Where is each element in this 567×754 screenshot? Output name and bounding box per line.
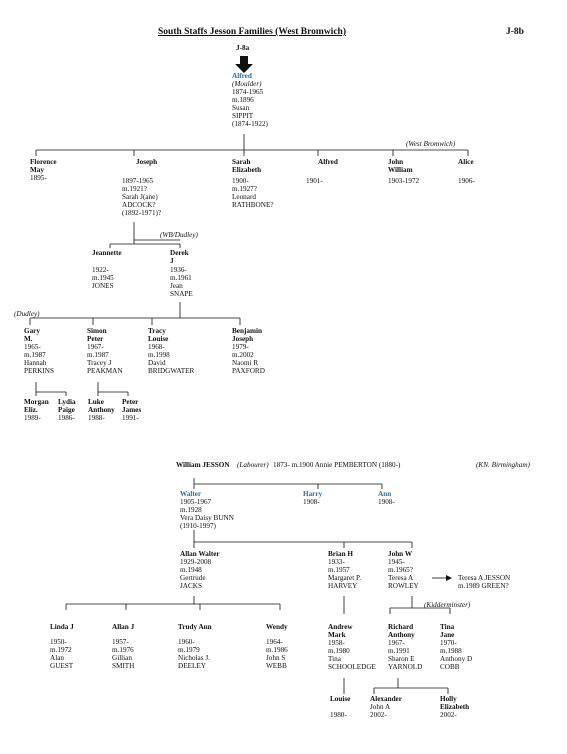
person-line: Peter bbox=[122, 398, 139, 406]
person-line: Naomi R bbox=[232, 359, 259, 367]
person-line: WEBB bbox=[266, 662, 287, 670]
person-line: RATHBONE? bbox=[232, 201, 274, 209]
person-line: Nicholas J. bbox=[178, 654, 210, 662]
person-line: 1895- bbox=[30, 174, 47, 182]
person-line: m.1988 bbox=[440, 647, 462, 655]
person-line: Teresa A bbox=[388, 574, 414, 582]
person-line: 1903-1972 bbox=[388, 177, 420, 185]
person-line: Tina bbox=[328, 655, 341, 663]
person-line: PEAKMAN bbox=[87, 367, 123, 375]
person-line: Luke bbox=[88, 398, 104, 406]
person-line: Wendy bbox=[266, 623, 288, 631]
person-line: William bbox=[388, 166, 413, 174]
person-line: (1910-1997) bbox=[180, 522, 216, 530]
person-line: Tina bbox=[440, 623, 455, 631]
person-line: Lydia bbox=[58, 398, 76, 406]
person-line: Louise bbox=[330, 695, 351, 703]
person-line: Jane bbox=[440, 631, 455, 639]
location-note: (WB/Dudley) bbox=[160, 231, 198, 239]
person-line: Jean bbox=[170, 282, 183, 290]
person-line: COBB bbox=[440, 663, 460, 671]
person-line: Sarah J(ane) bbox=[122, 193, 158, 201]
person-line: Paige bbox=[58, 406, 75, 414]
person-line: Eliz. bbox=[24, 406, 38, 414]
person-line: 1979- bbox=[232, 343, 249, 351]
person-line: SMITH bbox=[112, 662, 135, 670]
person-line: 1991- bbox=[122, 414, 139, 422]
person-line: 1908- bbox=[303, 498, 320, 506]
person-line: Louise bbox=[148, 335, 169, 343]
person-line: m.1965? bbox=[388, 566, 413, 574]
person-line: DEELEY bbox=[178, 662, 206, 670]
person-line: Morgan bbox=[24, 398, 49, 406]
down-arrow-icon bbox=[235, 56, 253, 73]
person-line: Trudy Ann bbox=[178, 623, 212, 631]
person-line: M. bbox=[24, 335, 33, 343]
person-line: 1968- bbox=[148, 343, 165, 351]
page-code: J-8b bbox=[506, 27, 524, 37]
person-line: Hannah bbox=[24, 359, 47, 367]
person-line: Peter bbox=[87, 335, 104, 343]
person-line: Anthony D bbox=[440, 655, 473, 663]
person-line: SCHOOLEDGE bbox=[328, 663, 376, 671]
person-line: 1980- bbox=[330, 711, 347, 719]
person-line: PAXFORD bbox=[232, 367, 265, 375]
spouse-surname: SIPPIT bbox=[232, 112, 254, 120]
person-marriage: m.1896 bbox=[232, 96, 254, 104]
person-line: 1967- bbox=[388, 639, 405, 647]
person-line: Florence bbox=[30, 158, 57, 166]
person-name: William JESSON bbox=[176, 461, 230, 469]
person-name: Jeannette bbox=[92, 249, 122, 257]
person-line: Anthony bbox=[388, 631, 415, 639]
person-occupation: (Moulder) bbox=[232, 80, 262, 88]
note-line: m.1989 GREEN? bbox=[458, 582, 509, 590]
person-line: 1933- bbox=[328, 558, 345, 566]
spouse-dates: (1874-1922) bbox=[232, 120, 268, 128]
location-note: (Dudley) bbox=[14, 310, 40, 318]
person-line: 1936- bbox=[170, 266, 187, 274]
person-line: JONES bbox=[92, 282, 114, 290]
person-line: m.1921? bbox=[122, 185, 147, 193]
person-name: Walter bbox=[180, 490, 202, 498]
person-line: 1986- bbox=[58, 414, 75, 422]
location-note: (West Bromwich) bbox=[406, 140, 456, 148]
person-line: 1908- bbox=[378, 498, 395, 506]
person-line: 1989- bbox=[24, 414, 41, 422]
person-name: Harry bbox=[303, 490, 323, 498]
person-line: m.1998 bbox=[148, 351, 170, 359]
person-line: 1905-1967 bbox=[180, 498, 212, 506]
person-line: ADCOCK? bbox=[122, 201, 156, 209]
person-name: Alice bbox=[458, 158, 474, 166]
person-line: 1922- bbox=[92, 266, 109, 274]
person-line: 1970- bbox=[440, 639, 457, 647]
person-line: 1900- bbox=[232, 177, 249, 185]
person-name: Joseph bbox=[136, 158, 158, 166]
person-line: David bbox=[148, 359, 166, 367]
person-line: 1906- bbox=[458, 177, 475, 185]
person-line: ROWLEY bbox=[388, 582, 419, 590]
person-line: 1950- bbox=[50, 638, 67, 646]
person-line: Benjamin bbox=[232, 327, 262, 335]
person-line: Joseph bbox=[232, 335, 254, 343]
person-line: John W bbox=[388, 550, 413, 558]
person-name: Alfred bbox=[232, 72, 252, 80]
person-line: Derek bbox=[170, 249, 189, 257]
person-line: 1965- bbox=[24, 343, 41, 351]
person-line: Tracey J bbox=[87, 359, 112, 367]
person-line: 1957- bbox=[112, 638, 129, 646]
person-line: Gillian bbox=[112, 654, 132, 662]
person-line: 1929-2008 bbox=[180, 558, 212, 566]
person-line: 1967- bbox=[87, 343, 104, 351]
person-line: Tracy bbox=[148, 327, 166, 335]
person-line: 1901- bbox=[306, 177, 323, 185]
person-line: Alan bbox=[50, 654, 64, 662]
person-line: May bbox=[30, 166, 44, 174]
person-line: Allan Walter bbox=[180, 550, 220, 558]
person-line: Mark bbox=[328, 631, 346, 639]
person-line: Brian H bbox=[328, 550, 353, 558]
top-reference: J-8a bbox=[236, 44, 250, 52]
person-line: PERKINS bbox=[24, 367, 54, 375]
person-line: Sharon E bbox=[388, 655, 415, 663]
person-line: m.1991 bbox=[388, 647, 410, 655]
person-line: 2002- bbox=[370, 711, 387, 719]
person-line: James bbox=[122, 406, 142, 414]
person-line: John S bbox=[266, 654, 286, 662]
person-line: Elizabeth bbox=[232, 166, 262, 174]
person-line: m.1972 bbox=[50, 646, 72, 654]
person-line: Sarah bbox=[232, 158, 251, 166]
person-line: Alexander bbox=[370, 695, 402, 703]
person-line: 2002- bbox=[440, 711, 457, 719]
spouse-first-name: Susan bbox=[232, 104, 250, 112]
person-line: Richard bbox=[388, 623, 414, 631]
person-line: m.1961 bbox=[170, 274, 192, 282]
person-line: Holly bbox=[440, 695, 457, 703]
person-line: (1892-1971)? bbox=[122, 209, 162, 217]
person-line: Gary bbox=[24, 327, 40, 335]
person-line: Anthony bbox=[88, 406, 115, 414]
person-line: Leonard bbox=[232, 193, 256, 201]
person-line: John A bbox=[370, 703, 391, 711]
person-line: m.1979 bbox=[178, 646, 200, 654]
person-line: m.1987 bbox=[87, 351, 109, 359]
person-line: 1897-1965 bbox=[122, 177, 154, 185]
person-line: Allan J bbox=[112, 623, 135, 631]
person-line: m.1987 bbox=[24, 351, 46, 359]
person-line: 1958- bbox=[328, 639, 345, 647]
person-line: Simon bbox=[87, 327, 107, 335]
person-line: Vera Daisy BUNN bbox=[180, 514, 234, 522]
person-line: YARNOLD bbox=[388, 663, 423, 671]
person-line: 1964- bbox=[266, 638, 283, 646]
page-title: South Staffs Jesson Families (West Bromwich) bbox=[158, 27, 346, 37]
person-line: m.1945 bbox=[92, 274, 114, 282]
person-line: J bbox=[170, 257, 174, 265]
person-occupation: (Labourer) bbox=[237, 461, 269, 469]
person-line: JACKS bbox=[180, 582, 202, 590]
person-line: m.1986 bbox=[266, 646, 288, 654]
person-line: m.1976 bbox=[112, 646, 134, 654]
person-line: John bbox=[388, 158, 404, 166]
person-line: Margaret P. bbox=[328, 574, 362, 582]
person-line: m.2002 bbox=[232, 351, 254, 359]
person-line: m.1957 bbox=[328, 566, 350, 574]
note-line: Teresa A JESSON bbox=[458, 574, 511, 582]
person-name: Ann bbox=[378, 490, 392, 498]
person-line: SNAPE bbox=[170, 290, 193, 298]
location-note: (Kidderminster) bbox=[424, 601, 471, 609]
person-line: m.1980 bbox=[328, 647, 350, 655]
person-line: Elizabeth bbox=[440, 703, 470, 711]
person-line: m.1948 bbox=[180, 566, 202, 574]
person-line: 1988- bbox=[88, 414, 105, 422]
person-line: Andrew bbox=[328, 623, 353, 631]
person-name: Alfred bbox=[318, 158, 338, 166]
person-line: BRIDGWATER bbox=[148, 367, 195, 375]
person-line: Linda J bbox=[50, 623, 74, 631]
person-line: GUEST bbox=[50, 662, 74, 670]
location-note: (KN. Birmingham) bbox=[476, 461, 530, 469]
person-line: Gertrude bbox=[180, 574, 206, 582]
person-line: m.1927? bbox=[232, 185, 257, 193]
person-line: 1945- bbox=[388, 558, 405, 566]
person-details: 1873- m.1900 Annie PEMBERTON (1880-) bbox=[273, 461, 401, 469]
person-dates: 1874-1965 bbox=[232, 88, 264, 96]
person-line: HARVEY bbox=[328, 582, 358, 590]
person-line: 1960- bbox=[178, 638, 195, 646]
person-line: m.1928 bbox=[180, 506, 202, 514]
